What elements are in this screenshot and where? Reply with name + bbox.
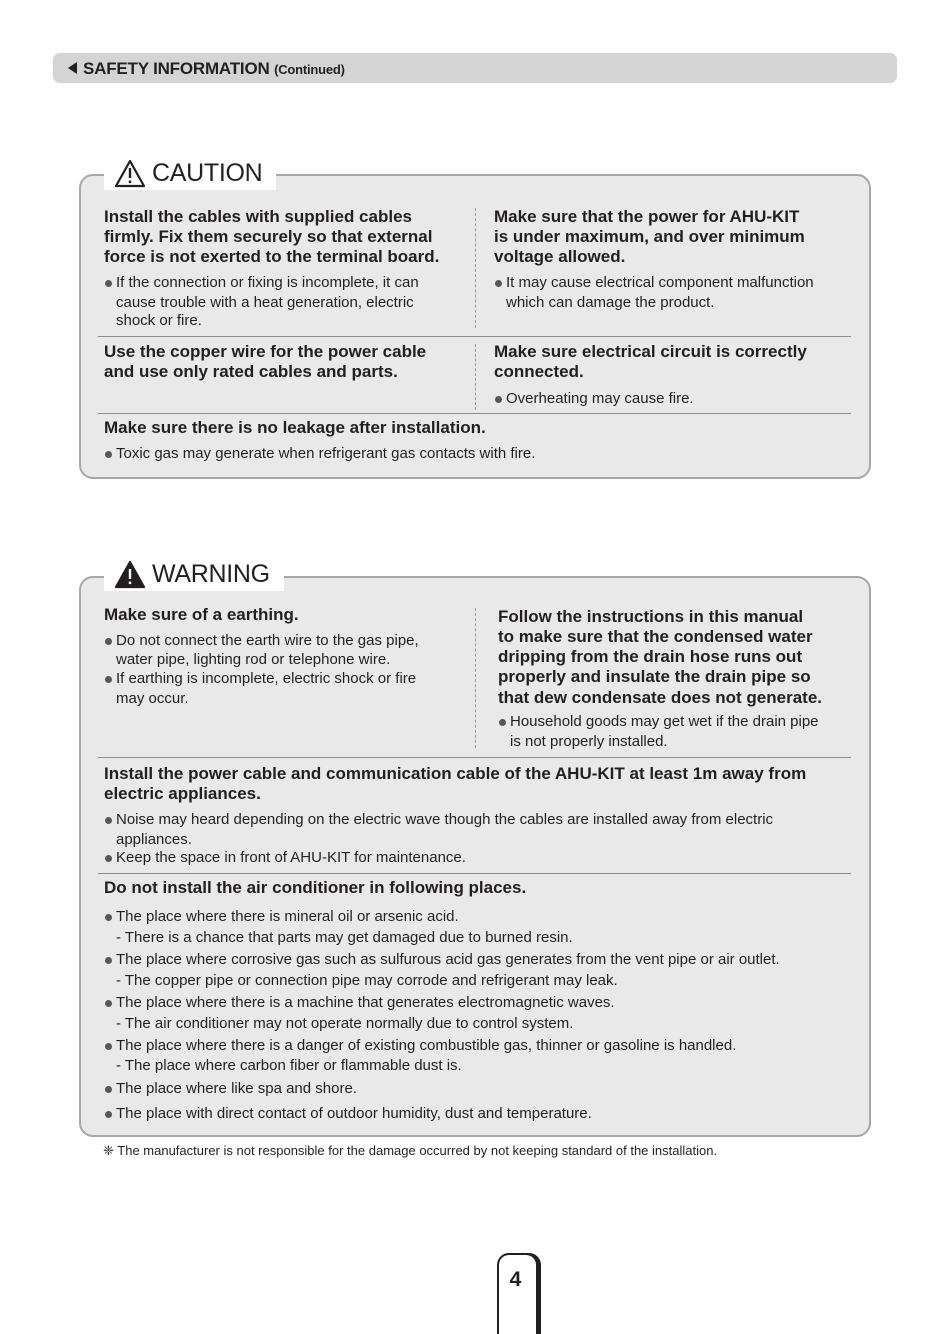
bullet-dot bbox=[105, 1111, 112, 1118]
bullet-dot bbox=[105, 817, 112, 824]
caution-heading: Install the cables with supplied cables bbox=[104, 207, 412, 226]
bullet-dot bbox=[499, 719, 506, 726]
warning-heading: Install the power cable and communication cable of the AHU-KIT at least 1m away from bbox=[104, 764, 807, 783]
bullet-dot bbox=[105, 451, 112, 458]
bullet-dot bbox=[105, 914, 112, 921]
warning-bullet: If earthing is incomplete, electric shock or fire bbox=[116, 670, 417, 687]
caution-label bbox=[104, 156, 276, 190]
caution-heading: and use only rated cables and parts. bbox=[104, 362, 398, 381]
warning-subbullet: - The copper pipe or connection pipe may corrode and refrigerant may leak. bbox=[116, 972, 618, 989]
warning-heading: Do not install the air conditioner in following places. bbox=[104, 878, 527, 897]
footnote: ❈ The manufacturer is not responsible for the damage occurred by not keeping standard of the installation. bbox=[103, 1143, 718, 1158]
caution-heading: force is not exerted to the terminal board. bbox=[104, 247, 440, 266]
column-divider bbox=[475, 344, 476, 410]
warning-subbullet: - The air conditioner may not operate normally due to control system. bbox=[116, 1015, 574, 1032]
warning-heading: properly and insulate the drain pipe so bbox=[498, 667, 811, 686]
caution-bullet: shock or fire. bbox=[116, 312, 202, 329]
page-number: 4 bbox=[509, 1268, 522, 1291]
warning-bullet: may occur. bbox=[116, 690, 189, 707]
page-number-tab bbox=[497, 1253, 538, 1334]
caution-bullet: It may cause electrical component malfunction bbox=[506, 274, 814, 291]
warning-bullet: Do not connect the earth wire to the gas pipe, bbox=[116, 632, 419, 649]
bullet-dot bbox=[495, 280, 502, 287]
warning-bullet: The place where there is a danger of existing combustible gas, thinner or gasoline is handled. bbox=[116, 1037, 737, 1054]
warning-heading: electric appliances. bbox=[104, 784, 261, 803]
caution-title: CAUTION bbox=[152, 158, 263, 187]
row-divider bbox=[98, 413, 851, 414]
header-continued: (Continued) bbox=[274, 62, 345, 77]
warning-bullet: The place where there is mineral oil or arsenic acid. bbox=[116, 908, 459, 925]
caution-bullet: Toxic gas may generate when refrigerant gas contacts with fire. bbox=[116, 445, 536, 462]
warning-heading: that dew condensate does not generate. bbox=[498, 688, 823, 707]
warning-bullet: The place with direct contact of outdoor humidity, dust and temperature. bbox=[116, 1105, 592, 1122]
bullet-dot bbox=[105, 638, 112, 645]
caution-bullet: Overheating may cause fire. bbox=[506, 390, 694, 407]
warning-bullet: is not properly installed. bbox=[510, 733, 668, 750]
caution-heading: Make sure electrical circuit is correctly bbox=[494, 342, 807, 361]
bullet-dot bbox=[105, 1086, 112, 1093]
warning-triangle-icon bbox=[114, 560, 146, 589]
caution-bullet: which can damage the product. bbox=[506, 294, 715, 311]
bullet-dot bbox=[105, 676, 112, 683]
row-divider bbox=[98, 336, 851, 337]
warning-bullet: Keep the space in front of AHU-KIT for maintenance. bbox=[116, 849, 466, 866]
warning-heading: dripping from the drain hose runs out bbox=[498, 647, 803, 666]
bullet-dot bbox=[105, 957, 112, 964]
column-divider bbox=[475, 608, 476, 748]
warning-subbullet: - The place where carbon fiber or flammable dust is. bbox=[116, 1057, 462, 1074]
caution-heading: Make sure that the power for AHU-KIT bbox=[494, 207, 800, 226]
warning-bullet: The place where like spa and shore. bbox=[116, 1080, 357, 1097]
warning-bullet: Noise may heard depending on the electric wave though the cables are installed away from electric bbox=[116, 811, 774, 828]
row-divider bbox=[98, 873, 851, 874]
bullet-dot bbox=[105, 1043, 112, 1050]
bullet-dot bbox=[105, 855, 112, 862]
warning-heading: Follow the instructions in this manual bbox=[498, 607, 804, 626]
caution-bullet: cause trouble with a heat generation, electric bbox=[116, 294, 414, 311]
warning-bullet: The place where there is a machine that generates electromagnetic waves. bbox=[116, 994, 615, 1011]
caution-heading: connected. bbox=[494, 362, 584, 381]
caution-heading: firmly. Fix them securely so that external bbox=[104, 227, 433, 246]
warning-bullet: Household goods may get wet if the drain pipe bbox=[510, 713, 819, 730]
header-title-text: SAFETY INFORMATION bbox=[83, 59, 270, 78]
bullet-dot bbox=[105, 1000, 112, 1007]
section-header-title bbox=[83, 59, 345, 79]
bullet-dot bbox=[495, 396, 502, 403]
caution-heading: Make sure there is no leakage after installation. bbox=[104, 418, 486, 437]
caution-triangle-icon bbox=[114, 159, 146, 188]
column-divider bbox=[475, 208, 476, 328]
caution-heading: is under maximum, and over minimum bbox=[494, 227, 805, 246]
warning-heading: to make sure that the condensed water bbox=[498, 627, 813, 646]
triangle-left-icon bbox=[68, 62, 77, 74]
warning-title: WARNING bbox=[152, 559, 270, 588]
warning-label bbox=[104, 557, 284, 591]
caution-heading: voltage allowed. bbox=[494, 247, 626, 266]
warning-subbullet: - There is a chance that parts may get damaged due to burned resin. bbox=[116, 929, 573, 946]
warning-bullet: appliances. bbox=[116, 831, 192, 848]
warning-heading: Make sure of a earthing. bbox=[104, 605, 299, 624]
warning-bullet: water pipe, lighting rod or telephone wire. bbox=[116, 651, 391, 668]
caution-bullet: If the connection or fixing is incomplete, it can bbox=[116, 274, 419, 291]
row-divider bbox=[98, 757, 851, 758]
warning-bullet: The place where corrosive gas such as sulfurous acid gas generates from the vent pipe or air outlet. bbox=[116, 951, 780, 968]
caution-heading: Use the copper wire for the power cable bbox=[104, 342, 427, 361]
bullet-dot bbox=[105, 280, 112, 287]
